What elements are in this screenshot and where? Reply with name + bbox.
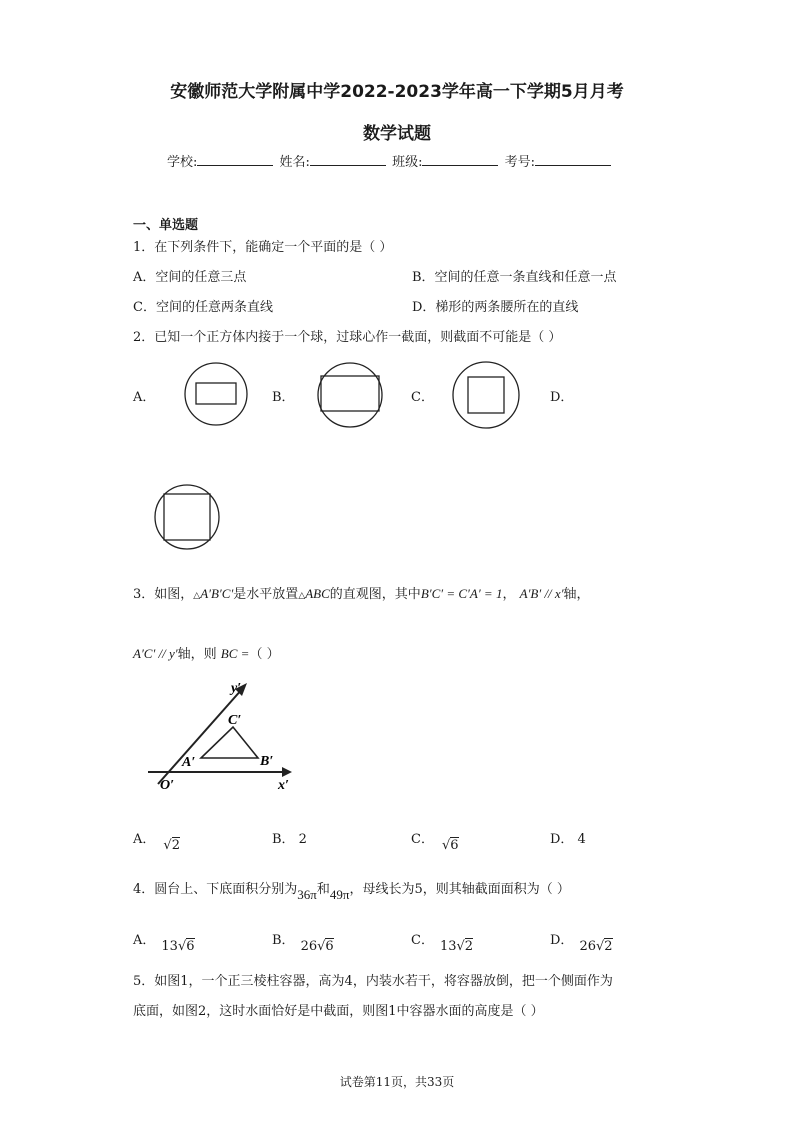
q1-option-d: D．梯形的两条腰所在的直线 — [412, 300, 579, 315]
triangle-symbol: △ — [298, 590, 306, 600]
point-b-label: B′ — [260, 754, 274, 769]
option-label: C． — [411, 933, 434, 948]
q3-text-4: 轴， — [563, 587, 590, 602]
radicand: 2 — [604, 939, 613, 954]
radicand: 6 — [325, 939, 334, 954]
option-value: 4 — [577, 832, 586, 847]
q3-option-a — [133, 828, 180, 853]
class-blank[interactable] — [422, 153, 498, 166]
radicand: 2 — [464, 939, 474, 954]
q3-parallel-x: A′B′ // x′ — [519, 586, 564, 601]
q3-text-6: （ ） — [249, 647, 280, 662]
y-axis-label: y′ — [231, 681, 242, 696]
option-label: A． — [133, 832, 156, 847]
q3-option-b — [272, 828, 307, 847]
name-blank[interactable] — [310, 153, 386, 166]
q3-equation: B′C′ = C′A′ = 1 — [420, 586, 503, 601]
q4-stem — [133, 878, 570, 902]
sqrt-expression: √6 — [441, 838, 459, 853]
q2-label-c: C． — [411, 390, 434, 405]
q4-option-a — [133, 929, 195, 954]
option-label: B． — [272, 832, 295, 847]
q3-option-c — [411, 828, 459, 853]
section-heading: 一、单选题 — [133, 218, 199, 233]
option-label: B． — [272, 933, 295, 948]
point-a-label: A′ — [182, 755, 196, 770]
option-label: D． — [550, 933, 574, 948]
point-c-label: C′ — [228, 713, 242, 728]
q1-stem: 1．在下列条件下，能确定一个平面的是（ ） — [133, 240, 393, 255]
sqrt-expression: √2 — [163, 838, 180, 853]
student-info-line — [167, 151, 613, 170]
subject-title: 数学试题 — [363, 124, 431, 144]
school-label: 学校: — [167, 155, 198, 170]
q3-separator: ， — [502, 587, 516, 602]
q3-figure — [146, 676, 296, 794]
sqrt-expression: 13√6 — [161, 939, 195, 954]
coefficient: 26 — [579, 939, 596, 954]
q3-triangle-prime: A′B′C′ — [200, 586, 234, 601]
q5-line1: 5．如图1，一个正三棱柱容器，高为4，内装水若干，将容器放倒，把一个侧面作为 — [133, 974, 613, 989]
coefficient: 26 — [300, 939, 318, 954]
q2-label-d: D． — [550, 390, 574, 405]
q4-area-top: 36π — [297, 887, 317, 902]
q3-triangle: ABC — [305, 586, 330, 601]
exam-title: 安徽师范大学附属中学2022-2023学年高一下学期5月月考 — [170, 82, 624, 102]
q3-text-2: 是水平放置 — [233, 587, 299, 602]
name-label: 姓名: — [279, 155, 310, 170]
coefficient: 13 — [161, 939, 178, 954]
option-label: C． — [411, 832, 434, 847]
q5-line2: 底面，如图2，这时水面恰好是中截面，则图1中容器水面的高度是（ ） — [133, 1004, 544, 1019]
q2-figure-c — [451, 360, 521, 430]
sqrt-expression: 13√2 — [439, 939, 474, 954]
q1-option-a: A．空间的任意三点 — [133, 270, 247, 285]
radicand: 6 — [450, 838, 459, 853]
q3-parallel-y: A′C′ // y′ — [133, 646, 178, 661]
option-value: 2 — [298, 832, 307, 847]
q4-text-3: ，母线长为5，则其轴截面面积为（ ） — [349, 882, 570, 897]
x-axis-label: x′ — [278, 778, 289, 793]
q3-bc: BC = — [220, 646, 250, 661]
radicand: 6 — [186, 939, 195, 954]
q4-option-d — [550, 929, 613, 954]
class-label: 班级: — [392, 155, 423, 170]
q1-option-c: C．空间的任意两条直线 — [133, 300, 273, 315]
q3-text-3: 的直观图，其中 — [329, 587, 421, 602]
option-label: D． — [550, 832, 574, 847]
exam-number-blank[interactable] — [535, 153, 611, 166]
q2-figure-a — [183, 361, 249, 427]
q2-figure-b — [316, 361, 384, 429]
q4-area-bottom: 49π — [329, 887, 350, 902]
q4-text-2: 和 — [316, 882, 330, 897]
q3-text-1: 3．如图， — [133, 587, 194, 602]
exam-number-label: 考号: — [504, 155, 535, 170]
q1-option-b: B．空间的任意一条直线和任意一点 — [412, 270, 617, 285]
page-footer: 试卷第11页，共33页 — [339, 1075, 455, 1089]
q2-label-b: B． — [272, 390, 295, 405]
q3-option-d — [550, 828, 586, 847]
q3-line2 — [133, 643, 280, 662]
origin-label: O′ — [160, 778, 175, 793]
triangle-symbol: △ — [193, 590, 201, 600]
q2-label-a: A． — [133, 390, 156, 405]
sqrt-expression: 26√6 — [300, 939, 334, 954]
coefficient: 13 — [439, 939, 457, 954]
q2-stem: 2．已知一个正方体内接于一个球，过球心作一截面，则截面不可能是（ ） — [133, 330, 562, 345]
radicand: 2 — [171, 838, 180, 853]
q4-option-b — [272, 929, 334, 954]
q4-text-1: 4．圆台上、下底面积分别为 — [133, 882, 298, 897]
sqrt-expression: 26√2 — [579, 939, 613, 954]
option-label: A． — [133, 933, 156, 948]
q2-figure-d — [153, 483, 221, 551]
q3-text-5: 轴，则 — [177, 647, 217, 662]
q3-line1 — [133, 583, 590, 602]
q4-option-c — [411, 929, 474, 954]
school-blank[interactable] — [197, 153, 273, 166]
